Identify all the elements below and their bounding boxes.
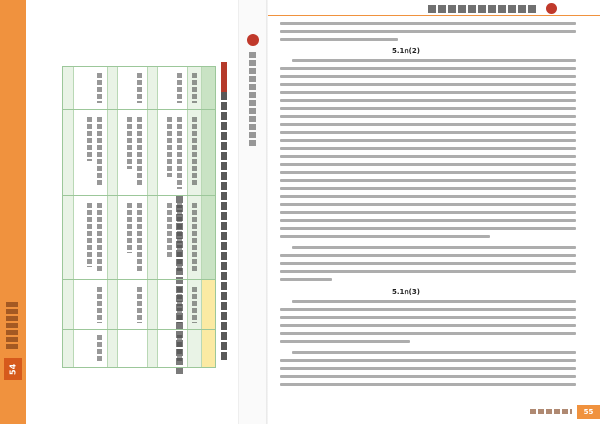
university-logo-icon: [546, 3, 557, 14]
rotated-table: [62, 66, 216, 368]
table-cell: [137, 203, 142, 273]
table-cell: [87, 203, 92, 267]
table-cell: [97, 287, 102, 323]
table-cell: [167, 203, 172, 259]
table-cell: [177, 117, 182, 189]
table-cell: [177, 335, 182, 361]
right-page: [268, 0, 600, 424]
table-cell: [192, 203, 197, 273]
table-caption-label: [221, 62, 227, 92]
table-cell: [192, 117, 197, 187]
table-cell: [177, 73, 182, 103]
table-cell: [97, 335, 102, 361]
right-page-header-title: [428, 5, 538, 13]
table-cell: [167, 117, 172, 177]
table-cell: [177, 287, 182, 323]
left-page-header-title: [249, 52, 256, 148]
left-page: [0, 0, 268, 424]
table-cell: [127, 203, 132, 253]
table-cell: [97, 203, 102, 273]
header-rule: [268, 15, 600, 16]
table-cell: [177, 203, 182, 273]
table-caption: [221, 62, 227, 362]
table-cell: [192, 287, 197, 323]
right-page-number: 55: [577, 405, 600, 419]
left-page-footer-text: [6, 302, 18, 350]
section-heading-5-1a3: 5.1ก(3): [392, 288, 420, 296]
university-logo-icon: [247, 34, 259, 46]
table-cell: [137, 117, 142, 187]
table-cell: [97, 117, 102, 187]
table-cell: [87, 117, 92, 161]
table-cell: [97, 73, 102, 103]
table-group-row: [147, 67, 157, 367]
section-heading-5-1a2: 5.1ก(2): [392, 47, 420, 55]
left-page-number: 54: [4, 358, 22, 380]
table-cell: [137, 287, 142, 323]
table-group-row: [63, 67, 73, 367]
right-page-footer-text: [530, 409, 572, 414]
table-cell: [137, 73, 142, 103]
table-cell: [127, 117, 132, 169]
table-cell: [192, 73, 197, 103]
table-header-highlight: [201, 279, 215, 367]
table-group-row: [107, 67, 117, 367]
